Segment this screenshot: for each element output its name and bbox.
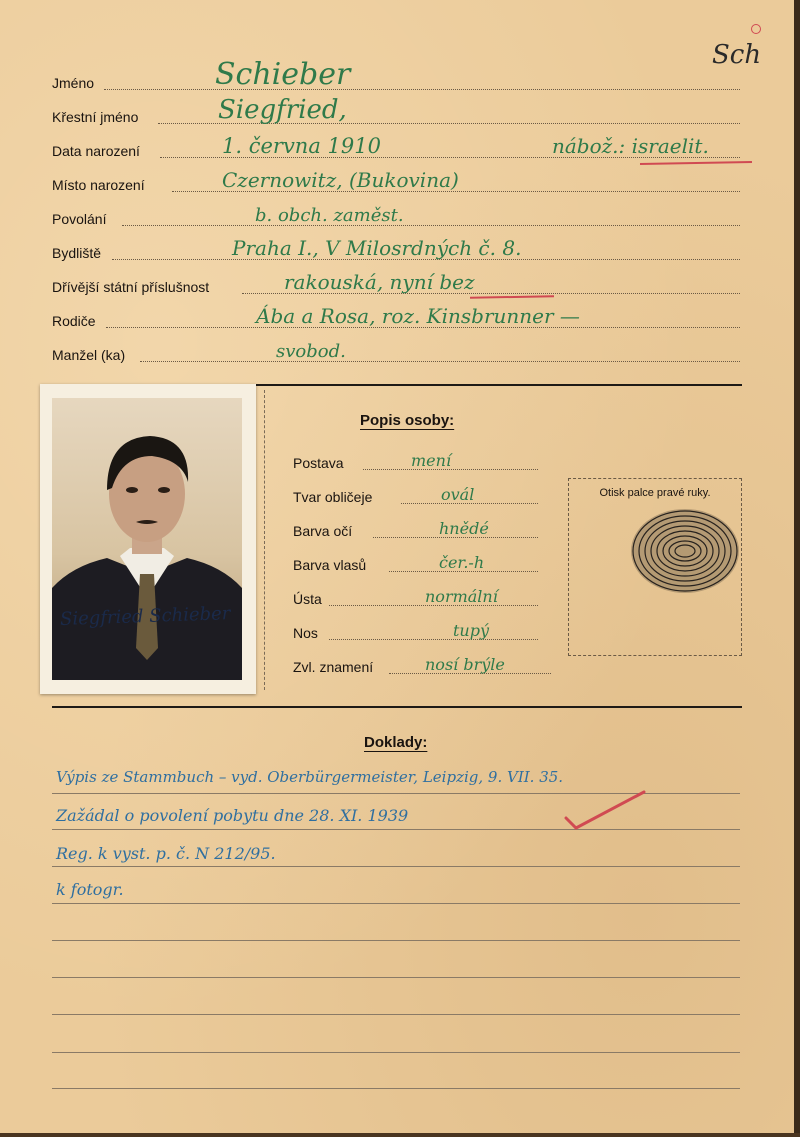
field-value: rakouská, nyní bez xyxy=(284,270,475,294)
description-left-border xyxy=(264,390,265,690)
desc-barva-oci xyxy=(293,516,538,542)
dotted-line xyxy=(104,89,740,90)
field-label: Místo narození xyxy=(52,177,145,193)
dotted-line xyxy=(140,361,740,362)
field-value: Schieber xyxy=(215,57,351,92)
document-entry: Zažádal o povolení pobytu dne 28. XI. 1939 xyxy=(56,806,409,825)
field-value: Czernowitz, (Bukovina) xyxy=(222,168,459,192)
desc-usta xyxy=(293,584,538,610)
ruled-line xyxy=(52,1052,740,1053)
field-value: Ába a Rosa, roz. Kinsbrunner — xyxy=(256,304,580,328)
field-label: Křestní jméno xyxy=(52,109,139,125)
corner-signature: Sch xyxy=(712,40,762,70)
field-value: Praha I., V Milosrdných č. 8. xyxy=(232,236,522,260)
field-label: Data narození xyxy=(52,143,140,159)
thumbprint-label: Otisk palce pravé ruky. xyxy=(599,487,711,499)
desc-value: čer.-h xyxy=(439,553,485,572)
red-underline-citizenship xyxy=(470,295,554,298)
portrait-photo xyxy=(52,398,242,680)
desc-label: Tvar obličeje xyxy=(293,489,373,505)
field-label: Manžel (ka) xyxy=(52,347,126,363)
desc-label: Postava xyxy=(293,455,344,471)
desc-label: Zvl. znamení xyxy=(293,659,374,675)
desc-label: Barva vlasů xyxy=(293,557,367,573)
field-drivejsi-statni-prislusnost xyxy=(0,266,800,298)
field-label: Rodiče xyxy=(52,313,96,329)
desc-value: tupý xyxy=(453,621,490,640)
dotted-line xyxy=(329,639,538,640)
desc-barva-vlasu xyxy=(293,550,538,576)
ruled-line xyxy=(52,977,740,978)
ruled-line xyxy=(52,1088,740,1089)
field-label: Dřívější státní příslušnost xyxy=(52,279,210,295)
red-checkmark-icon xyxy=(560,788,650,832)
field-value: b. obch. zaměst. xyxy=(255,205,404,226)
field-label: Jméno xyxy=(52,75,95,91)
portrait-figure-icon xyxy=(52,398,242,680)
desc-nos xyxy=(293,618,538,644)
desc-tvar-obliceje xyxy=(293,482,538,508)
field-bydliste xyxy=(0,232,800,264)
field-label: Bydliště xyxy=(52,245,102,261)
desc-label: Barva očí xyxy=(293,523,353,539)
section-divider-middle xyxy=(52,706,742,708)
paper-edge-bottom xyxy=(0,1133,800,1137)
desc-value: ovál xyxy=(441,485,475,504)
ruled-line xyxy=(52,866,740,867)
field-jmeno xyxy=(0,57,800,94)
desc-value: mení xyxy=(411,451,452,470)
desc-value: hnědé xyxy=(439,519,489,538)
document-entry: k fotogr. xyxy=(56,880,124,899)
field-rodice xyxy=(0,300,800,332)
desc-value: normální xyxy=(425,587,498,606)
field-misto-narozeni xyxy=(0,164,800,196)
desc-value: nosí brýle xyxy=(425,655,505,674)
popis-osoby-title: Popis osoby: xyxy=(360,412,455,429)
document-entry: Reg. k vyst. p. č. N 212/95. xyxy=(56,844,276,863)
field-povolani xyxy=(0,198,800,230)
corner-dot xyxy=(751,24,761,34)
field-data-narozeni xyxy=(0,130,800,162)
thumbprint-icon xyxy=(569,479,741,655)
photo-frame xyxy=(40,384,256,694)
ruled-line xyxy=(52,903,740,904)
document-entry: Výpis ze Stammbuch – vyd. Oberbürgermeister, Leipzig, 9. VII. 35. xyxy=(56,768,564,786)
desc-label: Ústa xyxy=(293,591,322,607)
photo-signature: Siegfried Schieber xyxy=(59,603,231,630)
desc-postava xyxy=(293,448,538,474)
field-label: Povolání xyxy=(52,211,107,227)
thumbprint-box xyxy=(568,478,742,656)
field-value-religion: nábož.: israelit. xyxy=(552,134,709,158)
desc-zvl-znameni xyxy=(293,652,551,678)
field-value: Siegfried, xyxy=(218,95,347,125)
doklady-title: Doklady: xyxy=(364,734,428,751)
ruled-line xyxy=(52,940,740,941)
ruled-line xyxy=(52,1014,740,1015)
field-manzel xyxy=(0,334,800,366)
field-krestni-jmeno xyxy=(0,96,800,128)
field-value: 1. června 1910 xyxy=(222,134,381,158)
dotted-line xyxy=(122,225,740,226)
desc-label: Nos xyxy=(293,625,318,641)
field-value: svobod. xyxy=(276,341,346,362)
